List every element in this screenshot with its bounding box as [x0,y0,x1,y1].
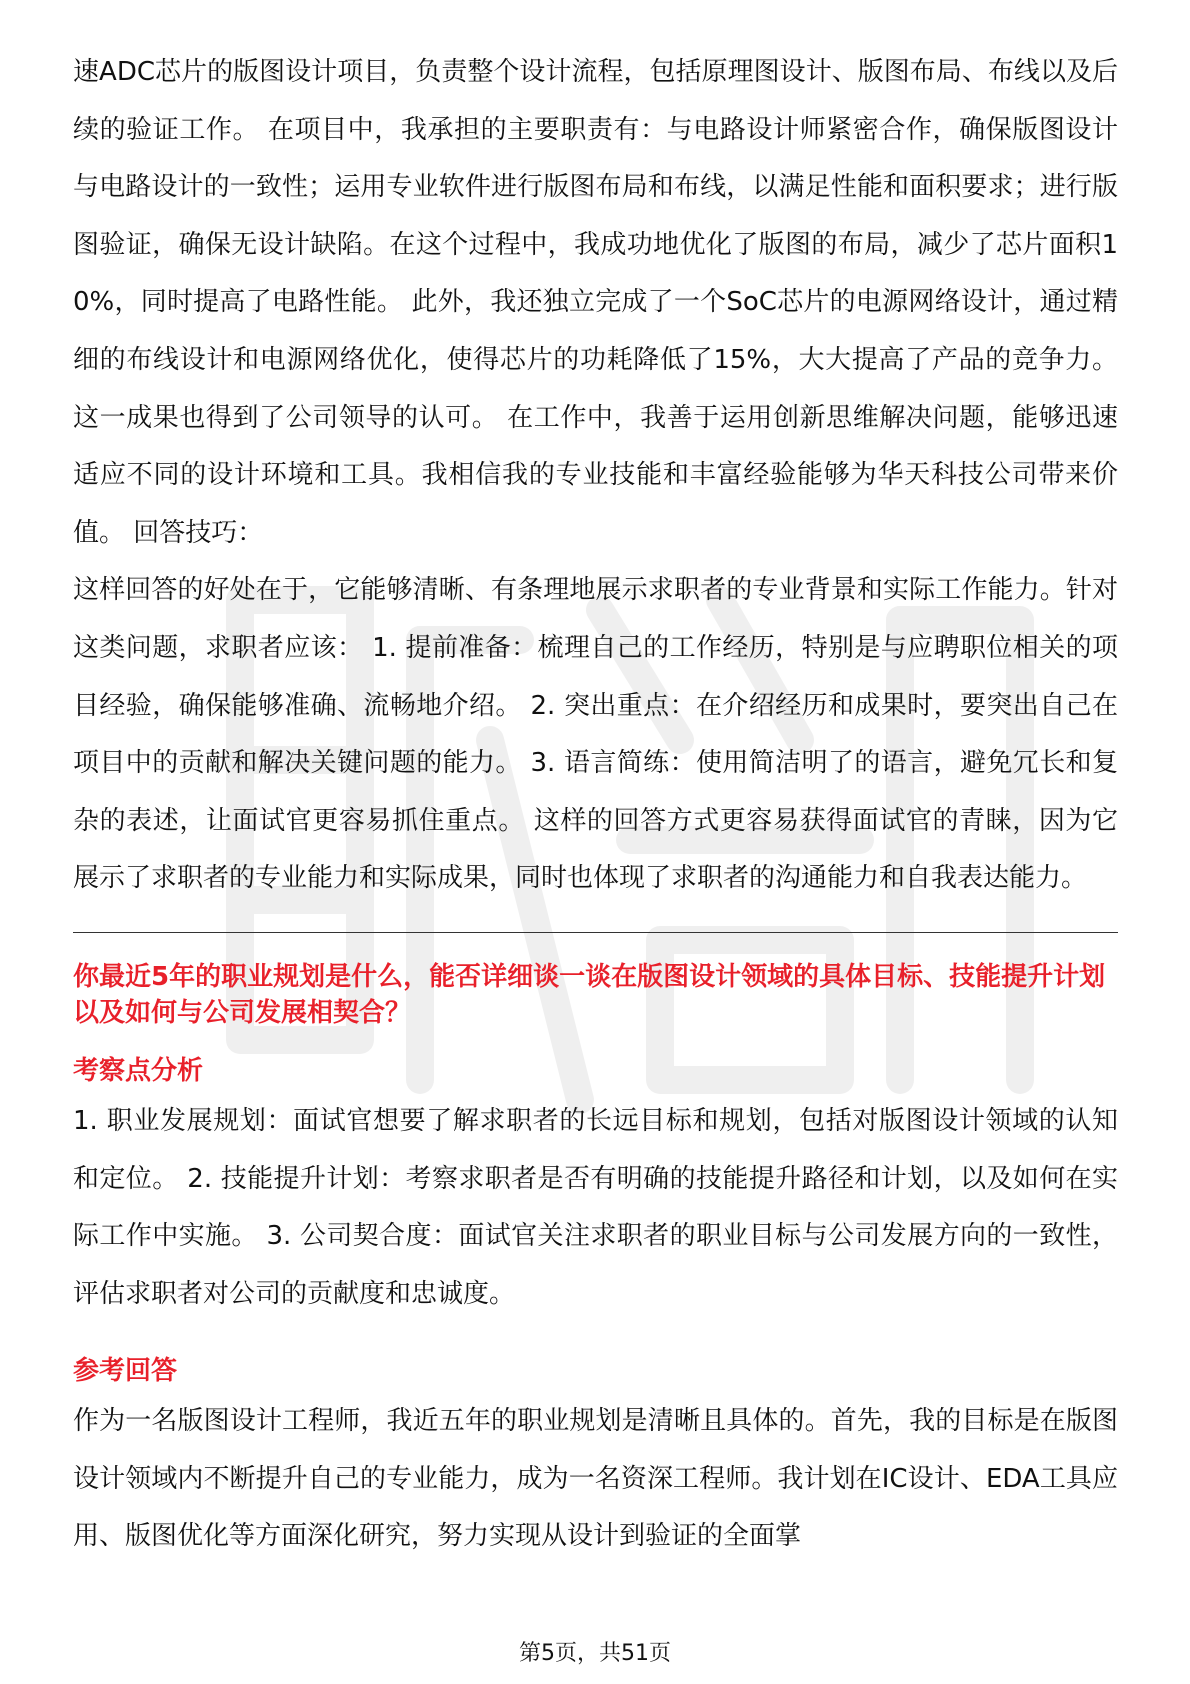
interview-question: 你最近5年的职业规划是什么，能否详细谈一谈在版图设计领域的具体目标、技能提升计划以及如何与公司发展相契合？ [73,961,1106,1028]
intro-paragraph-1: 速ADC芯片的版图设计项目，负责整个设计流程，包括原理图设计、版图布局、布线以及后续的验证工作。 在项目中，我承担的主要职责有：与电路设计师紧密合作，确保版图设计与电路设计的一致性；运用专业软件进行版图布局和布线，以满足性能和面积要求；进行版图验证，确保无设计缺陷。在这个过程中，我成功地优化了版图的布局，减少了芯片面积10%，同时提高了电路性能。 此外，我还独立完成了一个SoC芯片的电源网络设计，通过精细的布线设计和电源网络优化，使得芯片的功耗降低了15%，大大提高了产品的竞争力。这一成果也得到了公司领导的认可。 在工作中，我善于运用创新思维解决问题，能够迅速适应不同的设计环境和工具。我相信我的专业技能和丰富经验能够为华天科技公司带来价值。 回答技巧： [73,57,1118,548]
analysis-heading: 考察点分析 [73,1055,204,1086]
answer-body: 作为一名版图设计工程师，我近五年的职业规划是清晰且具体的。首先，我的目标是在版图设计领域内不断提升自己的专业能力，成为一名资深工程师。我计划在IC设计、EDA工具应用、版图优化等方面深化研究，努力实现从设计到验证的全面掌 [73,1406,1118,1552]
answer-heading: 参考回答 [73,1356,178,1387]
page-number: 第5页，共51页 [519,1641,671,1666]
analysis-body: 1. 职业发展规划：面试官想要了解求职者的长远目标和规划，包括对版图设计领域的认知和定位。 2. 技能提升计划：考察求职者是否有明确的技能提升路径和计划，以及如何在实际工作中实施。 3. 公司契合度：面试官关注求职者的职业目标与公司发展方向的一致性，评估求职者对公司的贡献度和忠诚度。 [73,1105,1118,1309]
intro-paragraph-2: 这样回答的好处在于，它能够清晰、有条理地展示求职者的专业背景和实际工作能力。针对这类问题，求职者应该： 1. 提前准备：梳理自己的工作经历，特别是与应聘职位相关的项目经验，确保能够准确、流畅地介绍。 2. 突出重点：在介绍经历和成果时，要突出自己在项目中的贡献和解决关键问题的能力。 3. 语言简练：使用简洁明了的语言，避免冗长和复杂的表述，让面试官更容易抓住重点。 这样的回答方式更容易获得面试官的青睐，因为它展示了求职者的专业能力和实际成果，同时也体现了求职者的沟通能力和自我表达能力。 [73,575,1118,894]
main-content [73,44,1118,1566]
section-divider [73,932,1118,933]
